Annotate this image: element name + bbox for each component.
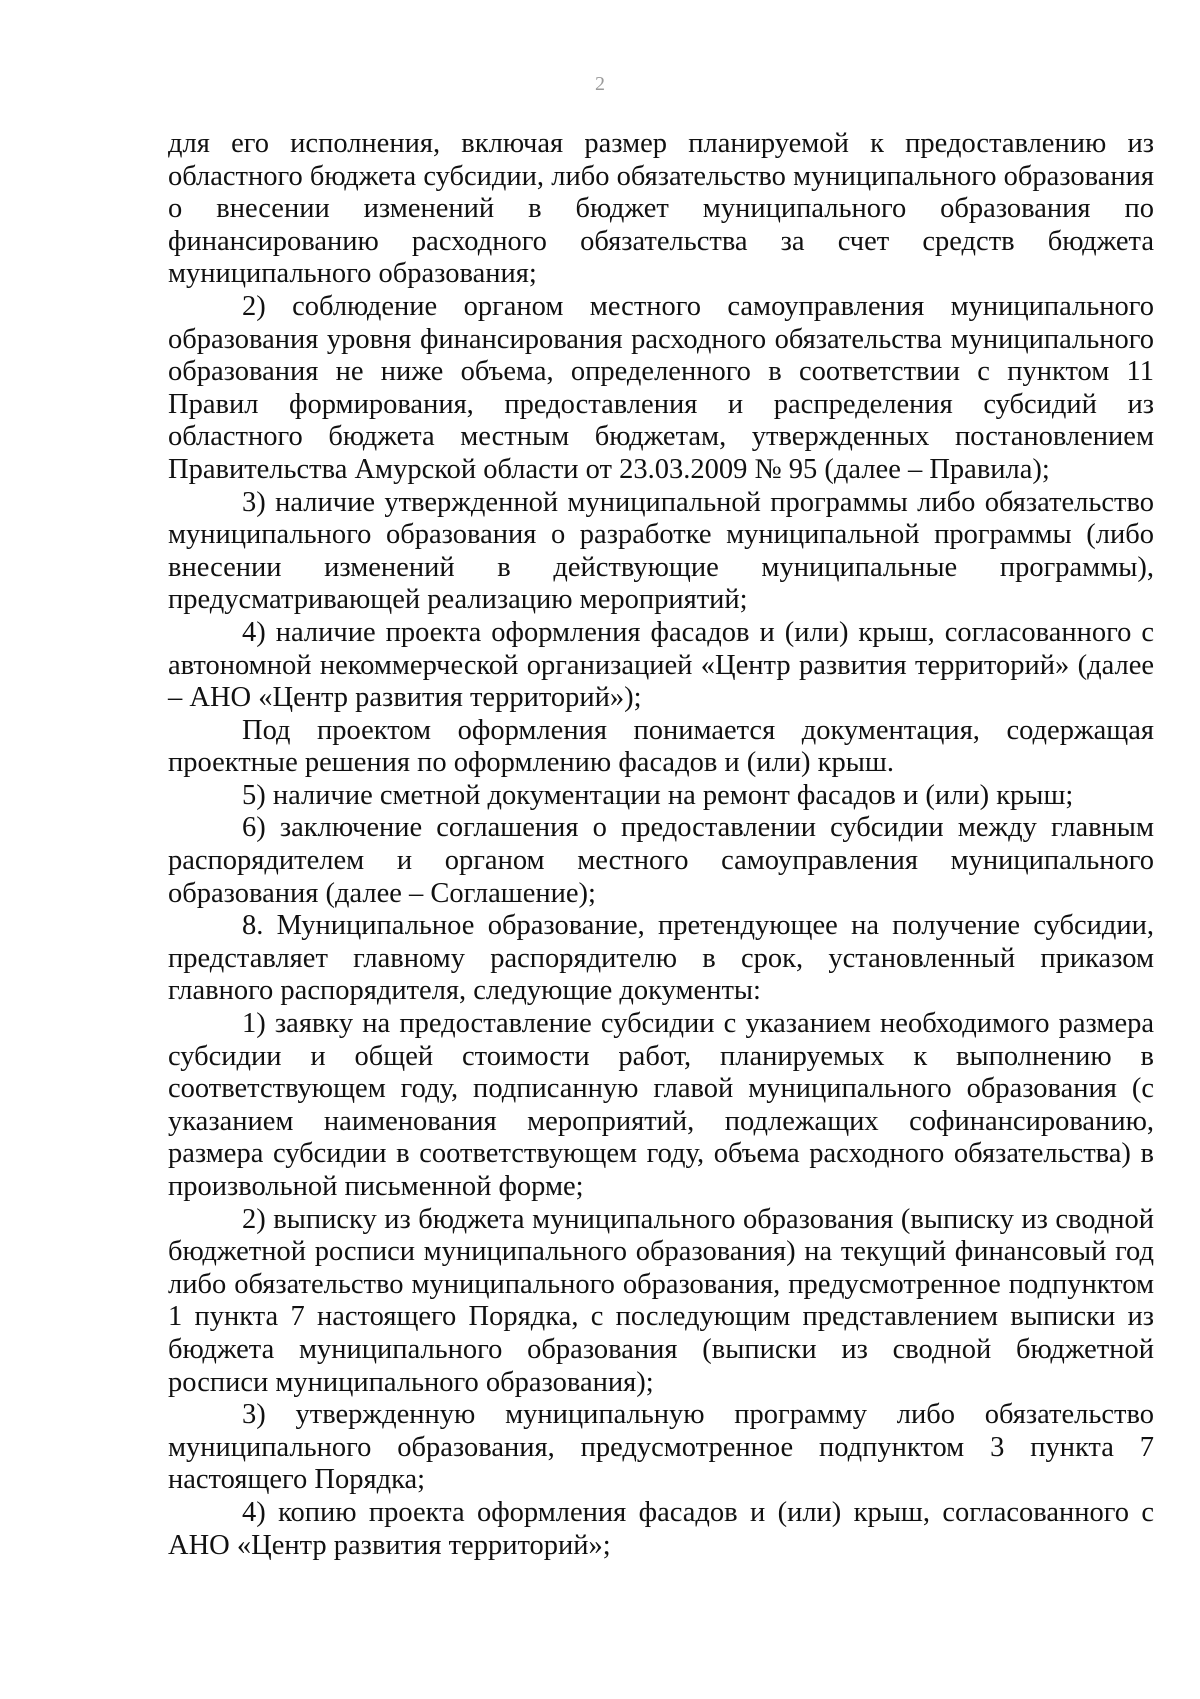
- paragraph-doc-3: 3) утвержденную муниципальную программу либо обязательство муниципального образования, предусмотренное подпунктом 3 пункта 7 настоящего Порядка;: [168, 1399, 1154, 1496]
- paragraph-doc-4: 4) копию проекта оформления фасадов и (или) крыш, согласованного с АНО «Центр развития территорий»;: [168, 1496, 1154, 1561]
- paragraph-item-5: 5) наличие сметной документации на ремонт фасадов и (или) крыш;: [242, 779, 1074, 811]
- paragraph-doc-1: 1) заявку на предоставление субсидии с указанием необходимого размера субсидии и общей стоимости работ, планируемых к выполнению в соответствующем году, подписанную главой муниципального образования (с указанием наименования мероприятий, подлежащих софинансированию, размера субсидии в соответствующем году, объема расходного обязательства) в произвольной письменной форме;: [168, 1008, 1154, 1202]
- paragraph-doc-2: 2) выписку из бюджета муниципального образования (выписку из сводной бюджетной росписи муниципального образования) на текущий финансовый год либо обязательство муниципального образования, предусмотренное подпунктом 1 пункта 7 настоящего Порядка, с последующим представлением выписки из бюджета муниципального образования (выписки из сводной бюджетной росписи муниципального образования);: [168, 1203, 1154, 1398]
- paragraph-continuation: для его исполнения, включая размер планируемой к предоставлению из областного бюджета субсидии, либо обязательство муниципального образования о внесении изменений в бюджет муниципального образования по финансированию расходного обязательства за счет средств бюджета муниципального образования;: [168, 128, 1154, 290]
- paragraph-item-4: 4) наличие проекта оформления фасадов и (или) крыш, согласованного с автономной некоммерческой организацией «Центр развития территорий» (далее – АНО «Центр развития территорий»);: [168, 616, 1154, 714]
- paragraph-item-3: 3) наличие утвержденной муниципальной программы либо обязательство муниципального образования о разработке муниципальной программы (либо внесении изменений в действующие муниципальные программы), предусматривающей реализацию мероприятий;: [168, 486, 1154, 616]
- paragraph-section-8: 8. Муниципальное образование, претендующее на получение субсидии, представляет главному распорядителю в срок, установленный приказом главного распорядителя, следующие документы:: [168, 910, 1154, 1007]
- page-number: 2: [595, 73, 605, 95]
- document-body: [168, 128, 1154, 1562]
- paragraph-item-6: 6) заключение соглашения о предоставлении субсидии между главным распорядителем и органом местного самоуправления муниципального образования (далее – Соглашение);: [168, 812, 1154, 909]
- paragraph-item-2: 2) соблюдение органом местного самоуправления муниципального образования уровня финансирования расходного обязательства муниципального образования не ниже объема, определенного в соответствии с пунктом 11 Правил формирования, предоставления и распределения субсидий из областного бюджета местным бюджетам, утвержденных постановлением Правительства Амурской области от 23.03.2009 № 95 (далее – Правила);: [168, 290, 1154, 485]
- paragraph-design-project-definition: Под проектом оформления понимается документация, содержащая проектные решения по оформлению фасадов и (или) крыш.: [168, 714, 1154, 779]
